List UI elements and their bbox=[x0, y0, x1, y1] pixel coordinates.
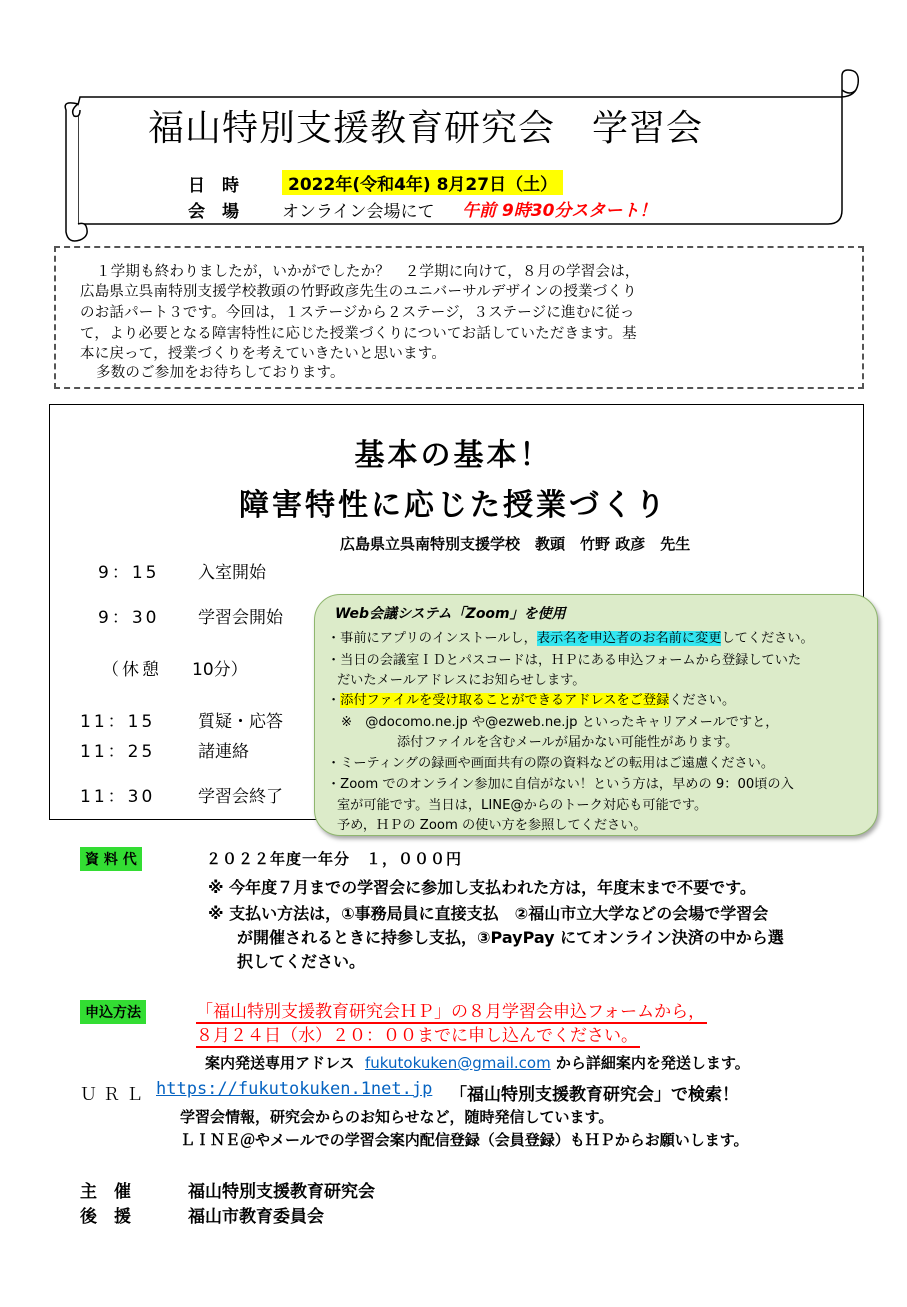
schedule-item bbox=[80, 737, 249, 762]
intro-line: １学期も終わりましたが，いかがでしたか？ ２学期に向けて，８月の学習会は， bbox=[96, 264, 640, 280]
zoom-text: ・事前にアプリのインストールし， bbox=[327, 631, 537, 646]
schedule-label: 10分） bbox=[192, 660, 248, 680]
contact-email-link[interactable]: fukutokuken@gmail.com bbox=[365, 1054, 551, 1072]
website-link[interactable]: https://fukutokuken.1net.jp bbox=[156, 1079, 433, 1099]
url-note: 学習会情報，研究会からのお知らせなど，随時発信しています。 bbox=[180, 1108, 614, 1126]
host-name: 福山特別支援教育研究会 bbox=[188, 1182, 375, 1202]
fee-note: が開催されるときに持参し支払，③PayPay にてオンライン決済の中から選 bbox=[237, 928, 784, 947]
speaker-line: 広島県立呉南特別支援学校 教頭 竹野 政彦 先生 bbox=[340, 535, 691, 553]
start-time-notice: 午前 9時30分スタート！ bbox=[462, 201, 657, 221]
schedule-label: 質疑・応答 bbox=[198, 712, 283, 732]
intro-line: 多数のご参加をお待ちしております。 bbox=[96, 365, 345, 381]
schedule-time: 9：15 bbox=[98, 563, 160, 583]
intro-line: 広島県立呉南特別支援学校教頭の竹野政彦先生のユニバーサルデザインの授業づくり bbox=[80, 284, 637, 300]
zoom-text: ・ミーティングの録画や画面共有の際の資料などの転用はご遠慮ください。 bbox=[327, 756, 775, 771]
page-title: 福山特別支援教育研究会 学習会 bbox=[148, 108, 704, 149]
zoom-text: ください。 bbox=[669, 693, 736, 708]
schedule-time: 11：30 bbox=[80, 787, 156, 807]
intro-line: 本に戻って，授業づくりを考えていきたいと思います。 bbox=[80, 346, 447, 362]
intro-line: のお話パート３です。今回は，１ステージから２ステージ，３ステージに進むに従っ bbox=[80, 305, 635, 321]
schedule-time: 11：25 bbox=[80, 742, 156, 762]
mail-prefix: 案内発送専用アドレス bbox=[205, 1054, 355, 1072]
url-note: ＬＩＮＥ＠やメールでの学習会案内配信登録（会員登録）もＨＰからお願いします。 bbox=[180, 1131, 749, 1149]
zoom-text: してください。 bbox=[721, 631, 814, 646]
search-hint: 「福山特別支援教育研究会」で検索！ bbox=[450, 1085, 739, 1105]
zoom-title: Web会議システム「Zoom」を使用 bbox=[335, 606, 566, 622]
venue-label: 会 場 bbox=[188, 202, 239, 222]
schedule-label: 学習会終了 bbox=[198, 787, 283, 807]
schedule-time: （休憩 bbox=[102, 660, 162, 680]
zoom-text: だいたメールアドレスにお知らせします。 bbox=[337, 673, 586, 688]
zoom-text: ・当日の会議室ＩＤとパスコードは，ＨＰにある申込フォームから登録していた bbox=[327, 653, 802, 668]
fee-note: ※ 支払い方法は，①事務局員に直接支払 ②福山市立大学などの会場で学習会 bbox=[208, 904, 769, 923]
apply-deadline: ８月２４日（水）２０：００までに申し込んでください。 bbox=[196, 1021, 640, 1048]
fee-note: 択してください。 bbox=[237, 952, 366, 971]
zoom-text: 予め，ＨＰの Zoom の使い方を参照してください。 bbox=[337, 818, 647, 833]
support-label: 後 援 bbox=[80, 1207, 131, 1227]
mail-suffix: から詳細案内を発送します。 bbox=[555, 1054, 750, 1072]
intro-line: て，より必要となる障害特性に応じた授業づくりについてお話していただきます。基 bbox=[80, 326, 637, 342]
schedule-label: 諸連絡 bbox=[198, 742, 249, 762]
schedule-item bbox=[80, 707, 283, 732]
zoom-text: 室が可能です。当日は，LINE@からのトーク対応も可能です。 bbox=[337, 798, 708, 813]
host-label: 主 催 bbox=[80, 1182, 131, 1202]
zoom-text: 添付ファイルを含むメールが届かない可能性があります。 bbox=[397, 735, 739, 750]
url-label: ＵＲＬ bbox=[80, 1085, 149, 1105]
headline-2: 障害特性に応じた授業づくり bbox=[239, 488, 668, 523]
schedule-item bbox=[98, 558, 266, 583]
schedule-time: 11：15 bbox=[80, 712, 156, 732]
zoom-text: ・Zoom でのオンライン参加に自信がない！という方は，早めの 9：00頃の入 bbox=[327, 777, 794, 792]
schedule-label: 学習会開始 bbox=[198, 608, 283, 628]
date-label: 日 時 bbox=[188, 176, 239, 196]
fee-note: ※ 今年度７月までの学習会に参加し支払われた方は，年度末まで不要です。 bbox=[208, 878, 756, 897]
date-value: 2022年(令和4年) 8月27日（土） bbox=[282, 170, 563, 195]
schedule-item bbox=[80, 782, 283, 807]
fee-amount: ２０２２年度一年分 １，０００円 bbox=[206, 850, 463, 868]
fee-tag: 資 料 代 bbox=[80, 847, 142, 871]
intro-box bbox=[54, 246, 864, 389]
schedule-time: 9：30 bbox=[98, 608, 160, 628]
schedule-item bbox=[102, 655, 248, 680]
zoom-highlight-text: 添付ファイルを受け取ることができるアドレスをご登録 bbox=[340, 693, 670, 708]
zoom-highlight-text: 表示名を申込者のお名前に変更 bbox=[536, 631, 722, 646]
headline-1: 基本の基本！ bbox=[354, 438, 553, 473]
apply-tag: 申込方法 bbox=[80, 1000, 146, 1024]
zoom-info-callout bbox=[314, 594, 878, 836]
zoom-text: ※ @docomo.ne.jp や@ezweb.ne.jp といったキャリアメールですと， bbox=[341, 715, 779, 730]
schedule-label: 入室開始 bbox=[198, 563, 266, 583]
venue-value: オンライン会場にて bbox=[282, 202, 435, 222]
support-name: 福山市教育委員会 bbox=[188, 1207, 324, 1227]
zoom-text: ・ bbox=[327, 693, 341, 708]
apply-instruction-1: 「福山特別支援教育研究会ＨＰ」の８月学習会申込フォームから， bbox=[196, 997, 707, 1024]
schedule-item bbox=[98, 603, 283, 628]
